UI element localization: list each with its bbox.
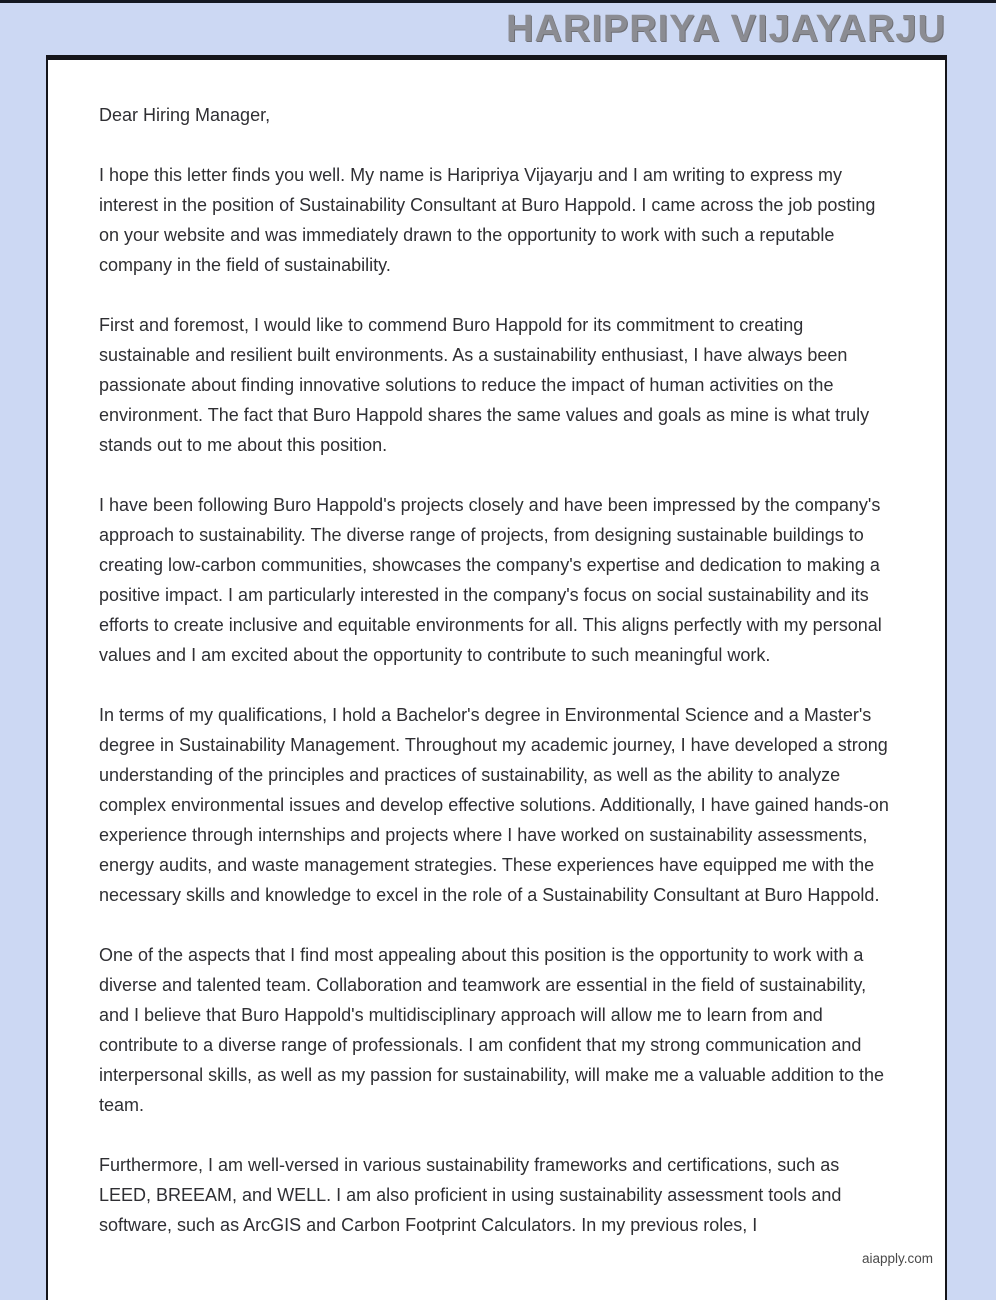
watermark: aiapply.com xyxy=(861,1251,933,1266)
letter-paragraph: I have been following Buro Happold's projects closely and have been impressed by the company's approach to sustainability. The diverse range of projects, from designing sustainable buildings to creating low-carbon communities, showcases the company's expertise and dedication to making a positive impact. I am particularly interested in the company's focus on social sustainability and its efforts to create inclusive and equitable environments for all. This aligns perfectly with my personal values and I am excited about the opportunity to contribute to such meaningful work. xyxy=(99,495,882,665)
letter-body xyxy=(48,60,945,1240)
header xyxy=(506,8,946,51)
letter-paragraph: In terms of my qualifications, I hold a Bachelor's degree in Environmental Science and a Master's degree in Sustainability Management. Throughout my academic journey, I have developed a strong understanding of the principles and practices of sustainability, as well as the ability to analyze complex environmental issues and develop effective solutions. Additionally, I have gained hands-on experience through internships and projects where I have worked on sustainability assessments, energy audits, and waste management strategies. These experiences have equipped me with the necessary skills and knowledge to excel in the role of a Sustainability Consultant at Buro Happold. xyxy=(99,705,889,905)
letter-page xyxy=(46,55,947,1300)
letter-paragraph: One of the aspects that I find most appealing about this position is the opportunity to work with a diverse and talented team. Collaboration and teamwork are essential in the field of sustainability, and I believe that Buro Happold's multidisciplinary approach will allow me to learn from and contribute to a diverse range of professionals. I am confident that my strong communication and interpersonal skills, as well as my passion for sustainability, will make me a valuable addition to the team. xyxy=(99,945,885,1115)
candidate-name: HARIPRIYA VIJAYARJU xyxy=(506,8,946,50)
letter-paragraph: First and foremost, I would like to commend Buro Happold for its commitment to creating sustainable and resilient built environments. As a sustainability enthusiast, I have always been passionate about finding innovative solutions to reduce the impact of human activities on the environment. The fact that Buro Happold shares the same values and goals as mine is what truly stands out to me about this position. xyxy=(99,315,870,455)
salutation: Dear Hiring Manager, xyxy=(99,105,271,125)
letter-paragraph: I hope this letter finds you well. My name is Haripriya Vijayarju and I am writing to express my interest in the position of Sustainability Consultant at Buro Happold. I came across the job posting on your website and was immediately drawn to the opportunity to work with such a reputable company in the field of sustainability. xyxy=(99,165,876,275)
letter-paragraph: Furthermore, I am well-versed in various sustainability frameworks and certifications, such as LEED, BREEAM, and WELL. I am also proficient in using sustainability assessment tools and software, such as ArcGIS and Carbon Footprint Calculators. In my previous roles, I xyxy=(99,1155,842,1235)
window-top-edge xyxy=(0,0,996,3)
